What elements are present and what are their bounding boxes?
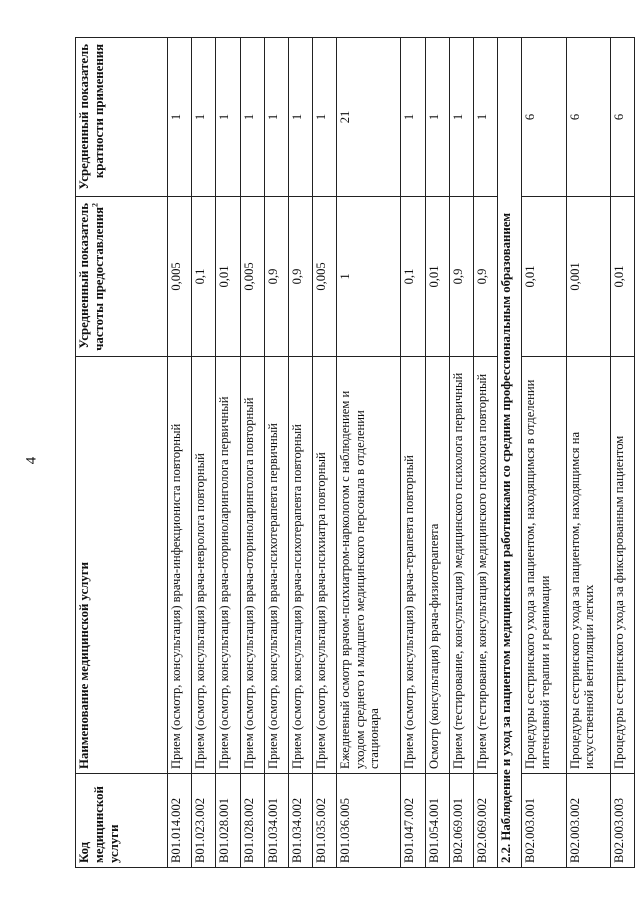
frequency-cell: 0,005 — [313, 197, 337, 357]
header-multiplicity: Усредненный показатель кратности применения — [76, 38, 168, 197]
name-cell: Прием (осмотр, консультация) врача-оториноларинголога повторный — [240, 357, 264, 774]
table-header-row — [76, 38, 168, 868]
code-cell: B01.054.001 — [425, 774, 449, 868]
header-name: Наименование медицинской услуги — [76, 357, 168, 774]
table-row — [566, 38, 610, 868]
multiplicity-cell: 1 — [240, 38, 264, 197]
name-cell: Процедуры сестринского ухода за пациентом, находящимся на искусственной вентиляции легких — [566, 357, 610, 774]
frequency-cell: 0,9 — [449, 197, 473, 357]
name-cell: Процедуры сестринского ухода за пациентом, находящимся в отделении интенсивной терапии и реанимации — [522, 357, 566, 774]
frequency-cell: 0,9 — [264, 197, 288, 357]
frequency-cell: 0,01 — [610, 197, 634, 357]
frequency-cell: 0,01 — [522, 197, 566, 357]
code-cell: B01.035.002 — [313, 774, 337, 868]
table-row — [192, 38, 216, 868]
name-cell: Прием (осмотр, консультация) врача-психотерапевта первичный — [264, 357, 288, 774]
table-row — [522, 38, 566, 868]
multiplicity-cell: 1 — [288, 38, 312, 197]
section-title: 2.2. Наблюдение и уход за пациентом медицинскими работниками со средним профессиональным образованием — [498, 38, 522, 868]
multiplicity-cell: 1 — [449, 38, 473, 197]
table-body — [168, 38, 498, 868]
code-cell: B02.069.002 — [473, 774, 497, 868]
name-cell: Прием (осмотр, консультация) врача-оториноларинголога первичный — [216, 357, 240, 774]
table-row — [401, 38, 425, 868]
multiplicity-cell: 1 — [192, 38, 216, 197]
table-row — [240, 38, 264, 868]
header-frequency: Усредненный показатель частоты предоставления$^2$ — [76, 197, 168, 357]
code-cell: B01.014.002 — [168, 774, 192, 868]
table-row — [216, 38, 240, 868]
code-cell: B02.003.003 — [610, 774, 634, 868]
multiplicity-cell: 21 — [337, 38, 401, 197]
code-cell: B02.003.001 — [522, 774, 566, 868]
frequency-cell: 1 — [337, 197, 401, 357]
table-row — [425, 38, 449, 868]
frequency-cell: 0,9 — [288, 197, 312, 357]
services-table — [75, 37, 635, 868]
table-row — [264, 38, 288, 868]
table-section-body — [498, 38, 635, 868]
multiplicity-cell: 6 — [610, 38, 634, 197]
multiplicity-cell: 6 — [522, 38, 566, 197]
name-cell: Прием (осмотр, консультация) врача-психиатра повторный — [313, 357, 337, 774]
frequency-cell: 0,1 — [401, 197, 425, 357]
code-cell: B01.034.002 — [288, 774, 312, 868]
rotated-table-wrapper — [75, 38, 635, 868]
code-cell: B01.034.001 — [264, 774, 288, 868]
name-cell: Прием (тестирование, консультация) медицинского психолога повторный — [473, 357, 497, 774]
header-code: Код медицинской услуги — [76, 774, 168, 868]
table-row — [337, 38, 401, 868]
multiplicity-cell: 1 — [168, 38, 192, 197]
table-row — [168, 38, 192, 868]
code-cell: B01.036.005 — [337, 774, 401, 868]
name-cell: Прием (осмотр, консультация) врача-психотерапевта повторный — [288, 357, 312, 774]
name-cell: Прием (тестирование, консультация) медицинского психолога первичный — [449, 357, 473, 774]
code-cell: B02.069.001 — [449, 774, 473, 868]
frequency-cell: 0,01 — [425, 197, 449, 357]
code-cell: B01.023.002 — [192, 774, 216, 868]
multiplicity-cell: 1 — [425, 38, 449, 197]
frequency-cell: 0,1 — [192, 197, 216, 357]
multiplicity-cell: 1 — [313, 38, 337, 197]
name-cell: Осмотр (консультация) врача-физиотерапевта — [425, 357, 449, 774]
table-row — [449, 38, 473, 868]
multiplicity-cell: 1 — [264, 38, 288, 197]
name-cell: Прием (осмотр, консультация) врача-невролога повторный — [192, 357, 216, 774]
code-cell: B01.028.002 — [240, 774, 264, 868]
footnote-marker: 2 — [90, 203, 100, 207]
multiplicity-cell: 1 — [216, 38, 240, 197]
table-row — [313, 38, 337, 868]
frequency-cell: 0,005 — [168, 197, 192, 357]
frequency-cell: 0,01 — [216, 197, 240, 357]
multiplicity-cell: 6 — [566, 38, 610, 197]
code-cell: B01.047.002 — [401, 774, 425, 868]
table-row — [610, 38, 634, 868]
multiplicity-cell: 1 — [401, 38, 425, 197]
section-row — [498, 38, 522, 868]
table-row — [473, 38, 497, 868]
multiplicity-cell: 1 — [473, 38, 497, 197]
name-cell: Прием (осмотр, консультация) врача-инфекциониста повторный — [168, 357, 192, 774]
page-number: 4 — [23, 456, 40, 465]
name-cell: Прием (осмотр, консультация) врача-терапевта повторный — [401, 357, 425, 774]
table-row — [288, 38, 312, 868]
name-cell: Ежедневный осмотр врачом-психиатром-наркологом с наблюдением и уходом среднего и младшего медицинского персонала в отделении стационара — [337, 357, 401, 774]
name-cell: Процедуры сестринского ухода за фиксированным пациентом — [610, 357, 634, 774]
code-cell: B02.003.002 — [566, 774, 610, 868]
frequency-cell: 0,001 — [566, 197, 610, 357]
code-cell: B01.028.001 — [216, 774, 240, 868]
frequency-cell: 0,9 — [473, 197, 497, 357]
frequency-cell: 0,005 — [240, 197, 264, 357]
